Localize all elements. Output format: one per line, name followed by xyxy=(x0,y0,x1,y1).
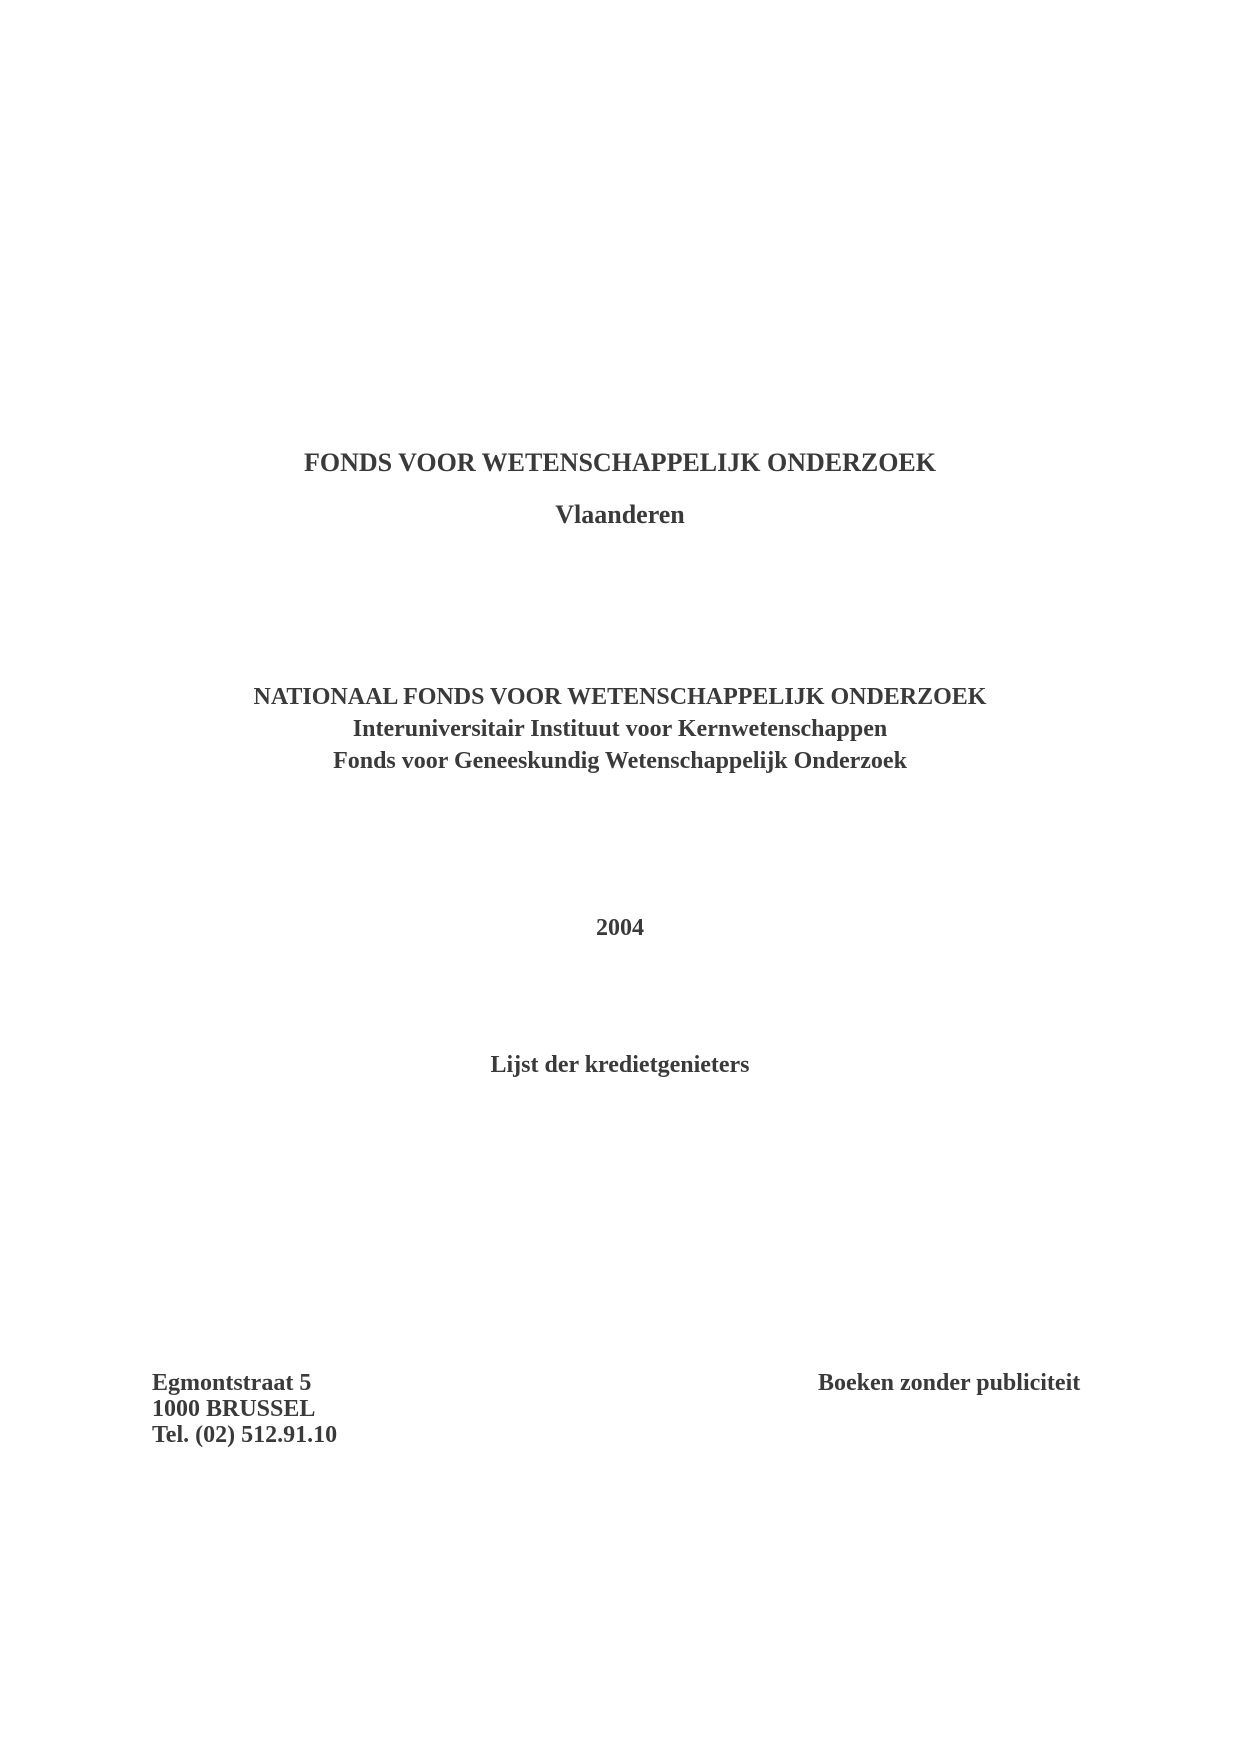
document-title: Lijst der kredietgenieters xyxy=(490,1052,750,1078)
address-city: 1000 BRUSSEL xyxy=(152,1396,316,1422)
affiliate-national-fund: NATIONAAL FONDS VOOR WETENSCHAPPELIJK ONDERZOEK xyxy=(253,684,987,710)
organization-title: FONDS VOOR WETENSCHAPPELIJK ONDERZOEK xyxy=(303,448,936,477)
report-year: 2004 xyxy=(596,915,644,941)
publicity-note: Boeken zonder publiciteit xyxy=(818,1370,1081,1396)
affiliate-nuclear-institute: Interuniversitair Instituut voor Kernwetenschappen xyxy=(352,716,888,742)
address-phone: Tel. (02) 512.91.10 xyxy=(152,1422,338,1448)
affiliate-medical-fund: Fonds voor Geneeskundig Wetenschappelijk Onderzoek xyxy=(333,748,907,774)
address-block xyxy=(152,1370,337,1448)
address-street: Egmontstraat 5 xyxy=(152,1370,312,1396)
region-subtitle: Vlaanderen xyxy=(555,500,685,529)
